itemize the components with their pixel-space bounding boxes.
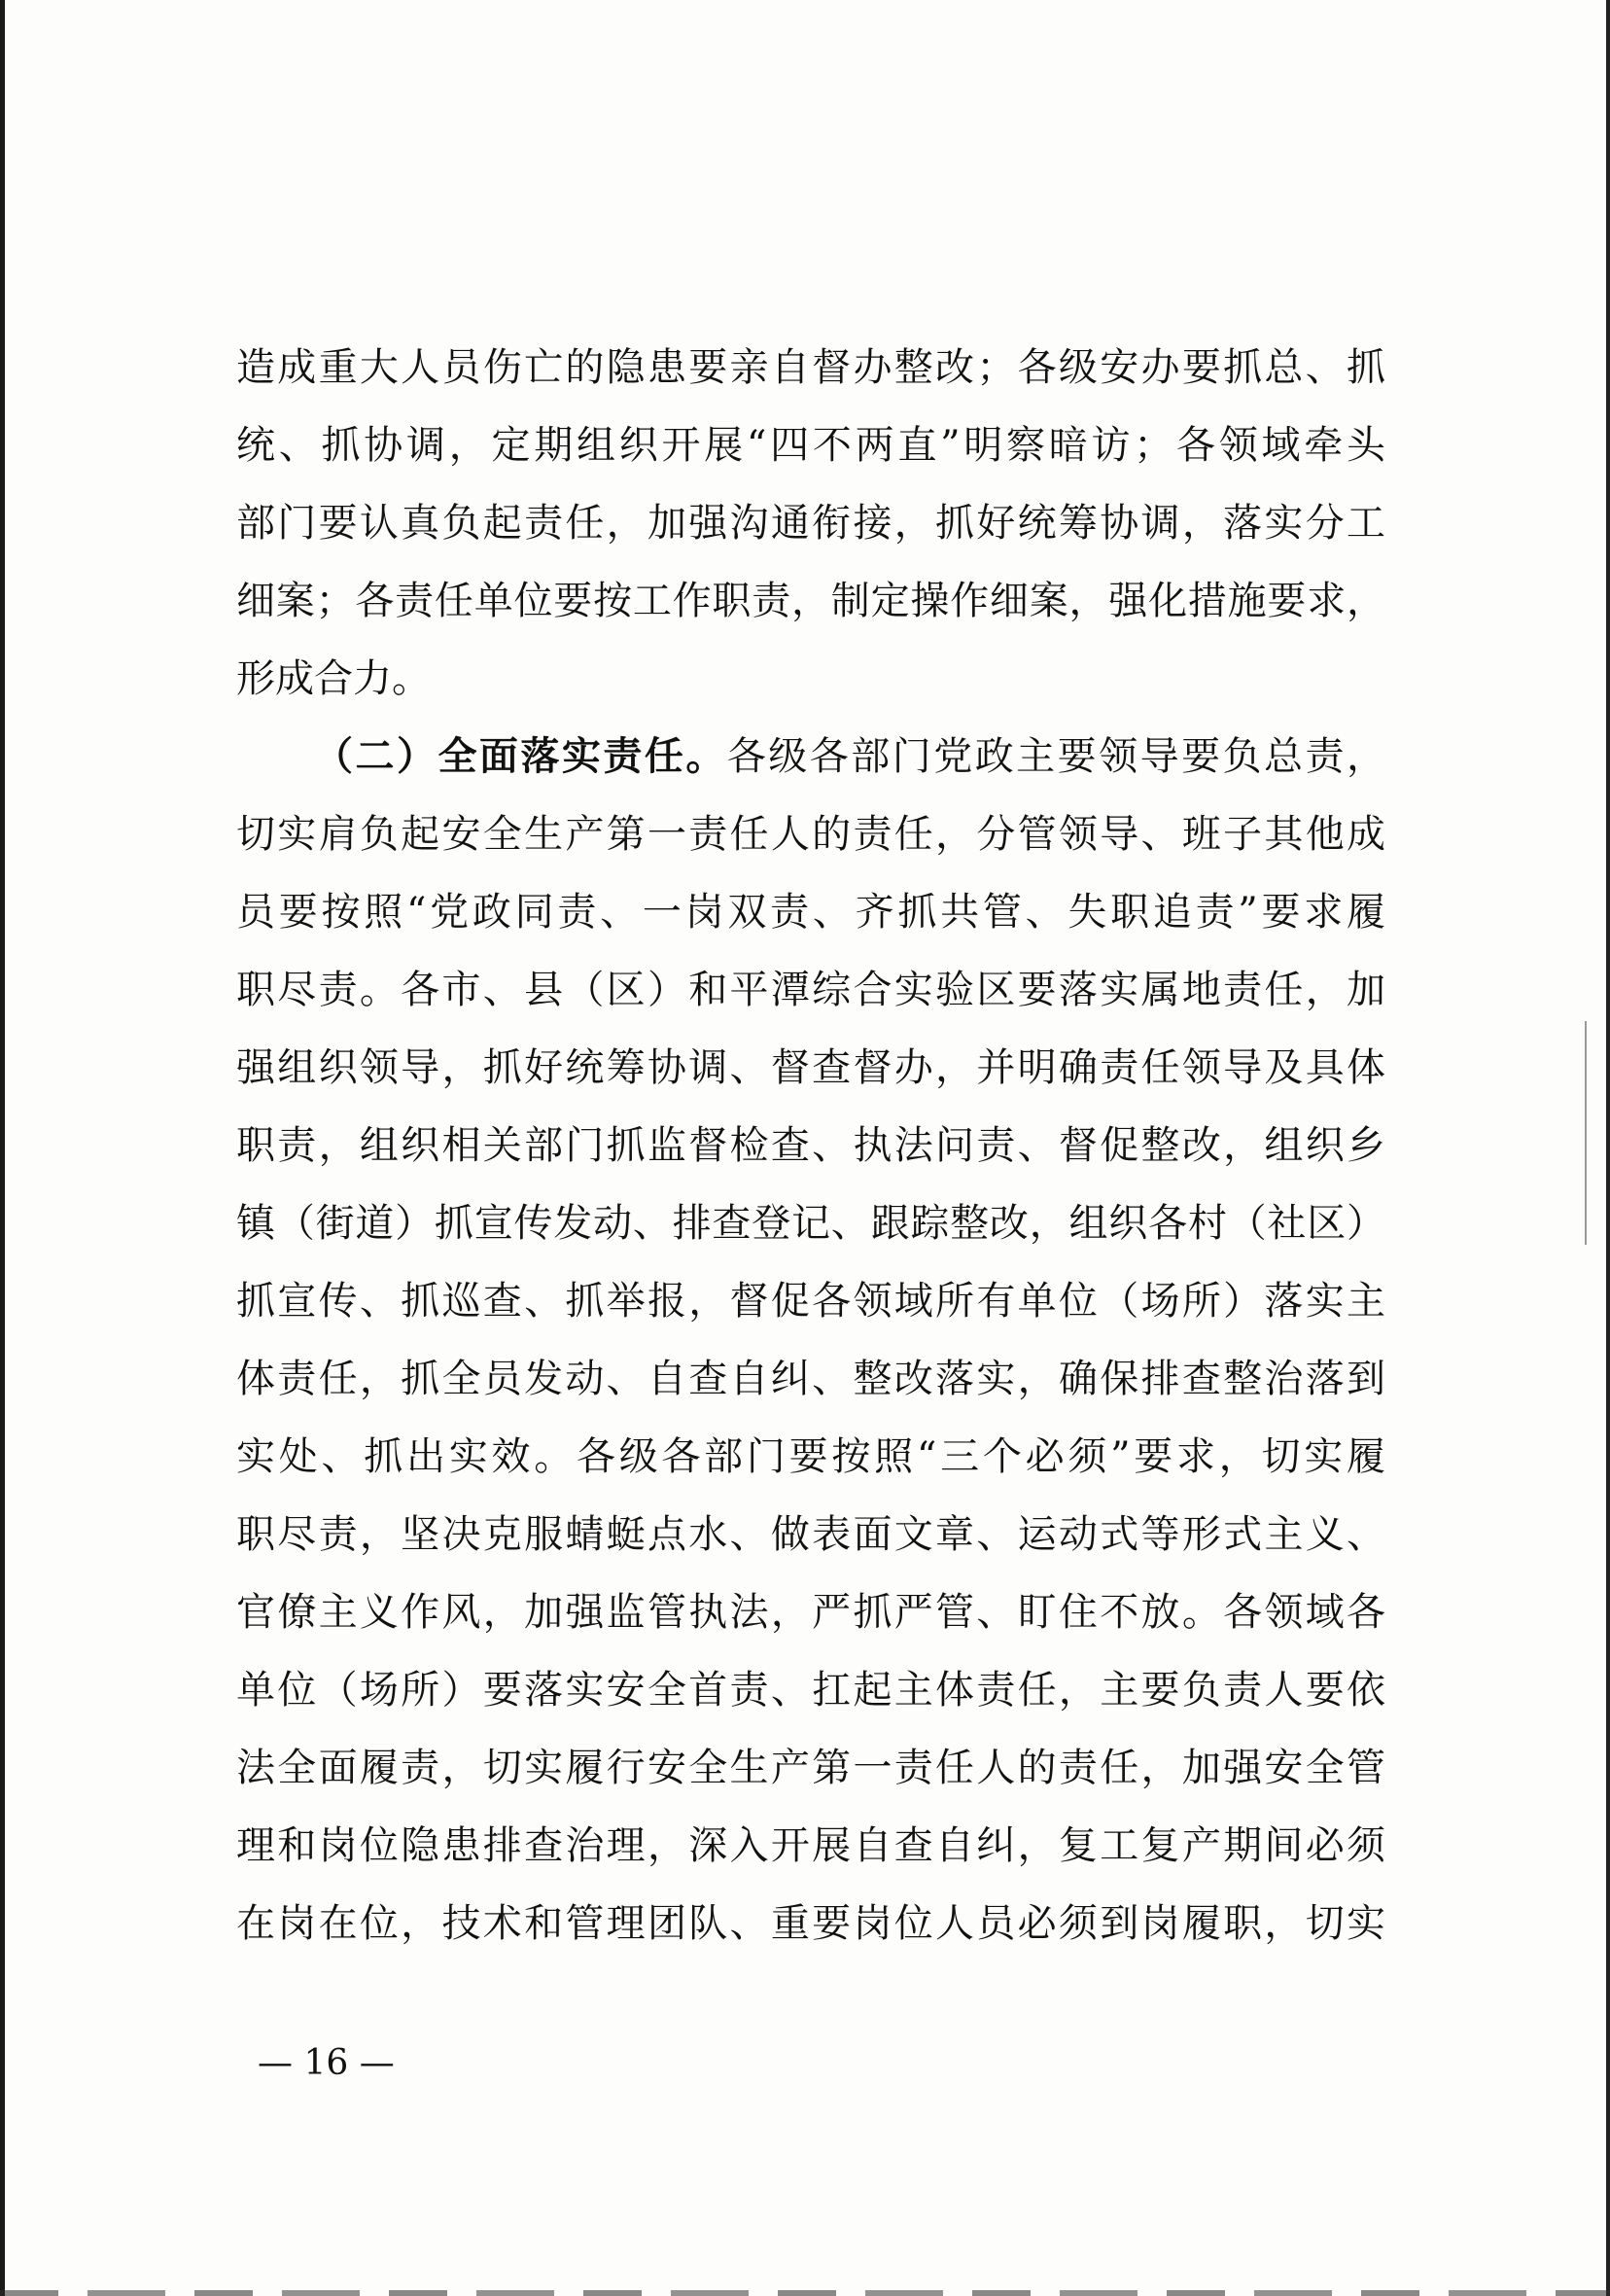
text-line: 细案；各责任单位要按工作职责，制定操作细案，强化措施要求， — [236, 579, 1385, 623]
scan-edge-right — [1606, 0, 1610, 2296]
text-line: 镇（街道）抓宣传发动、排查登记、跟踪整改，组织各村（社区） — [236, 1201, 1385, 1246]
page-number: — 16 — — [258, 2043, 395, 2083]
text-line: 实处、抓出实效。各级各部门要按照“三个必须”要求，切实履 — [236, 1434, 1385, 1479]
text-line: 体责任，抓全员发动、自查自纠、整改落实，确保排查整治落到 — [236, 1357, 1385, 1401]
text-line: 强组织领导，抓好统筹协调、督查督办，并明确责任领导及具体 — [236, 1045, 1385, 1090]
section-heading: （二）全面落实责任。 — [314, 733, 727, 779]
text-line: 法全面履责，切实履行安全生产第一责任人的责任，加强安全管 — [236, 1746, 1385, 1790]
text-line: 造成重大人员伤亡的隐患要亲自督办整改；各级安办要抓总、抓 — [236, 345, 1385, 390]
text-line: 在岗在位，技术和管理团队、重要岗位人员必须到岗履职，切实 — [236, 1901, 1385, 1946]
text-line: 职尽责，坚决克服蜻蜓点水、做表面文章、运动式等形式主义、 — [236, 1512, 1385, 1557]
section-first-line-text: 各级各部门党政主要领导要负总责， — [726, 734, 1385, 779]
text-line: 抓宣传、抓巡查、抓举报，督促各领域所有单位（场所）落实主 — [236, 1279, 1385, 1324]
body-text — [236, 329, 1385, 1962]
scan-edge-left — [0, 0, 5, 2296]
text-line: 职责，组织相关部门抓监督检查、执法问责、督促整改，组织乡 — [236, 1123, 1385, 1168]
text-line: 切实肩负起安全生产第一责任人的责任，分管领导、班子其他成 — [236, 812, 1385, 857]
text-line: 单位（场所）要落实安全首责、扛起主体责任，主要负责人要依 — [236, 1668, 1385, 1713]
text-line: 统、抓协调，定期组织开展“四不两直”明察暗访；各领域牵头 — [236, 423, 1385, 468]
text-line: 员要按照“党政同责、一岗双责、齐抓共管、失职追责”要求履 — [236, 890, 1385, 935]
section-heading-line — [236, 718, 1385, 795]
text-line: 部门要认真负起责任，加强沟通衔接，抓好统筹协调，落实分工 — [236, 501, 1385, 546]
text-line: 形成合力。 — [236, 656, 431, 701]
scan-edge-bottom — [0, 2290, 1610, 2296]
text-line: 官僚主义作风，加强监管执法，严抓严管、盯住不放。各领域各 — [236, 1590, 1385, 1635]
scan-crease-mark — [1585, 1021, 1587, 1245]
text-line: 职尽责。各市、县（区）和平潭综合实验区要落实属地责任，加 — [236, 968, 1385, 1012]
text-line: 理和岗位隐患排查治理，深入开展自查自纠，复工复产期间必须 — [236, 1823, 1385, 1868]
